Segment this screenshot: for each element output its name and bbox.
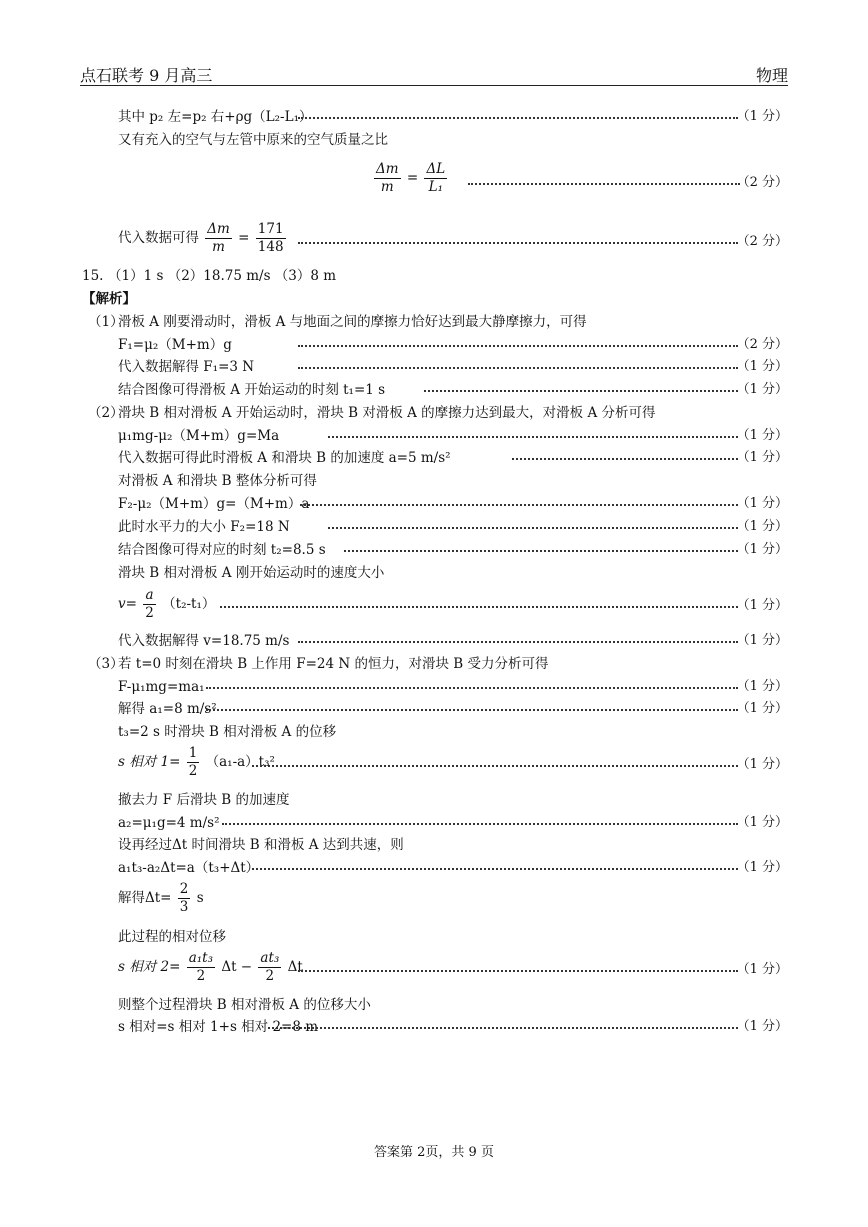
score: （2 分） — [736, 234, 788, 249]
formula: F₂-μ₂（M+m）g=（M+m）a — [118, 496, 310, 512]
fraction: $\frac{a}{2}$ — [145, 587, 154, 621]
part-intro: 若 t=0 时刻在滑块 B 上作用 F=24 N 的恒力，对滑块 B 受力分析可得 — [118, 656, 549, 672]
leader-dots — [512, 458, 738, 460]
part-label: （1） — [88, 314, 124, 330]
leader-dots — [206, 709, 738, 711]
score: （1 分） — [736, 359, 788, 374]
text-line: a₂=μ₁g=4 m/s² — [118, 815, 220, 831]
header-right: 物理 — [755, 66, 788, 85]
score: （1 分） — [736, 496, 788, 511]
leader-dots — [268, 1027, 738, 1029]
score: （1 分） — [736, 701, 788, 716]
score: （1 分） — [736, 382, 788, 397]
fraction: $\frac{\Delta m}{m}$ — [207, 221, 230, 255]
equation-s2: s 相对 2= $\frac{\text{a₁t₃}}{2}$ Δt − $\frac{\text{at₃}}{2}$ Δt — [118, 950, 303, 984]
leader-dots — [300, 504, 738, 506]
formula-pressure: 其中 p₂ 左=p₂ 右+ρg（L₂-L₁） — [118, 109, 313, 125]
part-label: （2） — [88, 405, 124, 421]
score: （1 分） — [736, 1019, 788, 1034]
equation-dt: 解得Δt= $\frac{2}{3}$ s — [118, 881, 204, 915]
leader-dots — [298, 345, 738, 347]
text-line: 代入数据解得 F₁=3 N — [118, 359, 255, 375]
score: （1 分） — [736, 815, 788, 830]
text-line: 则整个过程滑块 B 相对滑板 A 的位移大小 — [118, 997, 371, 1013]
score: （1 分） — [736, 598, 788, 613]
text-line: t₃=2 s 时滑块 B 相对滑板 A 的位移 — [118, 724, 337, 740]
leader-dots — [252, 868, 738, 870]
score: （1 分） — [736, 633, 788, 648]
text-line: 撤去力 F 后滑块 B 的加速度 — [118, 792, 290, 808]
leader-dots — [468, 183, 740, 185]
leader-dots — [206, 687, 738, 689]
text-line: 又有充入的空气与左管中原来的空气质量之比 — [118, 132, 388, 148]
text-line: 代入数据解得 v=18.75 m/s — [118, 633, 290, 649]
fraction: $\frac{\text{a₁t₃}}{2}$ — [188, 950, 214, 984]
text-line: 此过程的相对位移 — [118, 929, 226, 945]
question-number: 15. — [82, 268, 104, 284]
equation-s1: s 相对 1= $\frac{1}{2}$ （a₁-a）t₃² — [118, 745, 275, 779]
formula-f1: F₁=μ₂（M+m）g — [118, 337, 232, 353]
formula: F-μ₁mg=ma₁ — [118, 679, 205, 695]
header-rule — [80, 85, 788, 86]
text-line: 结合图像可得滑板 A 开始运动的时刻 t₁=1 s — [118, 382, 386, 398]
leader-dots — [298, 641, 738, 643]
text-line: 代入数据可得此时滑板 A 和滑块 B 的加速度 a=5 m/s² — [118, 450, 451, 466]
score: （1 分） — [736, 519, 788, 534]
text-line: 滑块 B 相对滑板 A 刚开始运动时的速度大小 — [118, 565, 385, 581]
equation-data: 代入数据可得 $\frac{\Delta m}{m}$ = $\frac{171}{148}$ — [118, 221, 284, 255]
fraction: $\frac{\Delta m}{m}$ — [376, 161, 399, 195]
score: （1 分） — [736, 542, 788, 557]
score: （1 分） — [736, 450, 788, 465]
score: （2 分） — [736, 337, 788, 352]
leader-dots — [298, 970, 738, 972]
score: （1 分） — [736, 428, 788, 443]
fraction: $\frac{1}{2}$ — [188, 745, 198, 779]
fraction: $\frac{2}{3}$ — [179, 881, 189, 915]
analysis-heading: 【解析】 — [82, 291, 136, 307]
fraction: $\frac{171}{148}$ — [257, 221, 284, 255]
text-line: 结合图像可得对应的时刻 t₂=8.5 s — [118, 542, 326, 558]
leader-dots — [252, 765, 738, 767]
leader-dots — [298, 117, 738, 119]
leader-dots — [328, 527, 738, 529]
score: （2 分） — [736, 175, 788, 190]
leader-dots — [220, 606, 738, 608]
text-line: 对滑板 A 和滑块 B 整体分析可得 — [118, 473, 317, 489]
leader-dots — [344, 550, 738, 552]
text-line: 设再经过Δt 时间滑块 B 和滑板 A 达到共速，则 — [118, 837, 404, 853]
equation-velocity: v= $\frac{a}{2}$ （t₂-t₁） — [118, 587, 216, 621]
fraction: $\frac{\text{at₃}}{2}$ — [260, 950, 280, 984]
answer-summary: （1）1 s （2）18.75 m/s （3）8 m — [108, 268, 337, 284]
text-line: 解得 a₁=8 m/s² — [118, 701, 217, 717]
header-left: 点石联考 9 月高三 — [80, 66, 213, 85]
text-line: 此时水平力的大小 F₂=18 N — [118, 519, 290, 535]
score: （1 分） — [736, 757, 788, 772]
equation-ratio: $\frac{\Delta m}{m}$ = $\frac{\Delta L}{\text{L₁}}$ — [376, 161, 446, 195]
leader-dots — [298, 242, 738, 244]
score: （1 分） — [736, 860, 788, 875]
part-label: （3） — [88, 656, 124, 672]
score: （1 分） — [736, 109, 788, 124]
part-intro: 滑板 A 刚要滑动时，滑板 A 与地面之间的摩擦力恰好达到最大静摩擦力，可得 — [118, 314, 587, 330]
leader-dots — [222, 823, 738, 825]
formula: μ₁mg-μ₂（M+m）g=Ma — [118, 428, 280, 444]
part-intro: 滑块 B 相对滑板 A 开始运动时，滑块 B 对滑板 A 的摩擦力达到最大，对滑板 A 分析可得 — [118, 405, 656, 421]
text-line: s 相对=s 相对 1+s 相对 2=8 m — [118, 1019, 319, 1035]
leader-dots — [328, 436, 738, 438]
fraction: $\frac{\Delta L}{\text{L₁}}$ — [426, 161, 446, 195]
score: （1 分） — [736, 962, 788, 977]
leader-dots — [298, 367, 738, 369]
leader-dots — [424, 390, 738, 392]
page-footer: 答案第 2页，共 9 页 — [374, 1145, 494, 1160]
formula: a₁t₃-a₂Δt=a（t₃+Δt） — [118, 860, 260, 876]
score: （1 分） — [736, 679, 788, 694]
